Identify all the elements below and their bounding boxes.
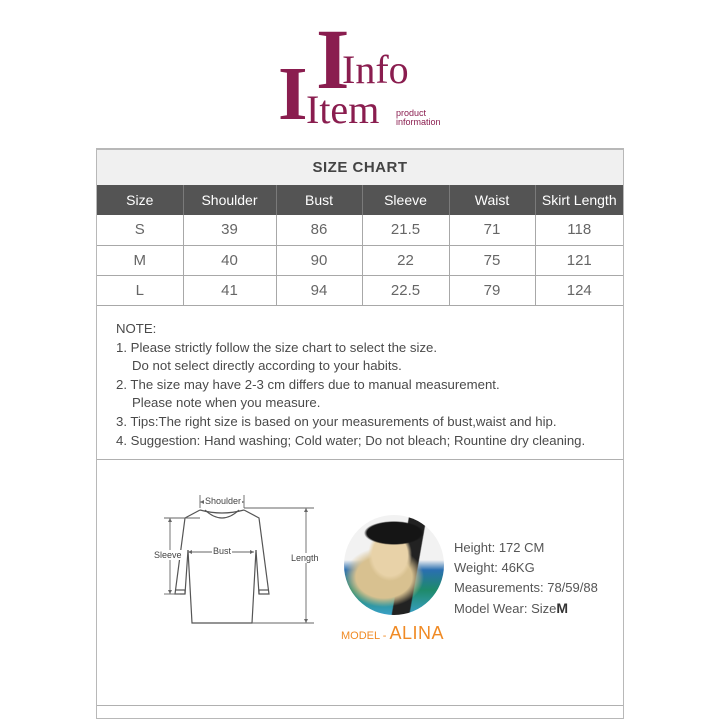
table-cell: 75 <box>449 245 535 275</box>
logo-item-text: Item <box>306 87 380 132</box>
table-cell: L <box>97 275 183 305</box>
weight-label: Weight: <box>454 560 498 575</box>
table-cell: 40 <box>183 245 276 275</box>
logo-letter-i: I <box>316 11 350 107</box>
table-cell: 22 <box>362 245 449 275</box>
measurements-value: 78/59/88 <box>547 580 598 595</box>
wear-label: Model Wear: <box>454 601 528 616</box>
logo-subtitle <box>396 109 441 127</box>
model-weight <box>454 558 598 578</box>
column-header-waist: Waist <box>449 185 535 215</box>
dress-outline-icon <box>142 490 332 670</box>
model-stats <box>454 538 598 619</box>
length-label: Length <box>291 553 319 563</box>
size-chart-title: SIZE CHART <box>97 150 623 185</box>
wear-size-prefix: Size <box>531 601 557 616</box>
table-cell: 124 <box>535 275 623 305</box>
wear-size-value: M <box>556 600 569 616</box>
section-divider <box>97 705 623 706</box>
height-label: Height: <box>454 540 496 555</box>
table-row <box>97 275 623 305</box>
model-height <box>454 538 598 558</box>
weight-value: 46KG <box>501 560 535 575</box>
model-name: ALINA <box>389 623 445 643</box>
table-row <box>97 215 623 245</box>
logo-subtitle-line: information <box>396 117 441 127</box>
table-cell: 21.5 <box>362 215 449 245</box>
table-cell: 22.5 <box>362 275 449 305</box>
size-chart-frame <box>96 148 624 719</box>
bust-label: Bust <box>213 546 232 556</box>
column-header-size: Size <box>97 185 183 215</box>
table-cell: S <box>97 215 183 245</box>
size-table <box>97 185 623 306</box>
table-cell: 90 <box>276 245 362 275</box>
column-header-skirt-length: Skirt Length <box>535 185 623 215</box>
note-line: 1. Please strictly follow the size chart to select the size. <box>116 339 438 355</box>
table-cell: 41 <box>183 275 276 305</box>
logo-info-text: Info <box>342 47 409 92</box>
model-prefix: MODEL - <box>341 630 390 642</box>
table-cell: 39 <box>183 215 276 245</box>
model-wear <box>454 598 598 619</box>
info-item-logo <box>278 11 458 136</box>
table-cell: M <box>97 245 183 275</box>
column-header-bust: Bust <box>276 185 362 215</box>
table-cell: 94 <box>276 275 362 305</box>
table-cell: 118 <box>535 215 623 245</box>
shoulder-label: Shoulder <box>205 496 242 506</box>
note-heading: NOTE: <box>116 321 157 336</box>
note-section <box>97 306 623 460</box>
model-name-label <box>341 623 444 644</box>
column-header-sleeve: Sleeve <box>362 185 449 215</box>
note-line: Please note when you measure. <box>132 395 321 411</box>
table-cell: 86 <box>276 215 362 245</box>
measurements-label: Measurements: <box>454 580 544 595</box>
logo-letter-i: I <box>278 52 308 136</box>
garment-measurement-diagram <box>142 490 332 670</box>
note-line: 2. The size may have 2-3 cm differs due to manual measurement. <box>116 376 500 392</box>
note-line: 4. Suggestion: Hand washing; Cold water; Do not bleach; Rountine dry cleaning. <box>116 432 586 448</box>
table-header-row <box>97 185 623 215</box>
logo-subtitle-line: product <box>396 108 427 118</box>
table-cell: 71 <box>449 215 535 245</box>
height-value: 172 CM <box>498 540 545 555</box>
note-line: 3. Tips:The right size is based on your measurements of bust,waist and hip. <box>116 413 557 429</box>
note-line: Do not select directly according to your habits. <box>132 358 402 374</box>
table-cell: 121 <box>535 245 623 275</box>
table-row <box>97 245 623 275</box>
model-photo <box>344 515 444 615</box>
model-measurements <box>454 578 598 598</box>
table-cell: 79 <box>449 275 535 305</box>
sleeve-label: Sleeve <box>154 550 182 560</box>
column-header-shoulder: Shoulder <box>183 185 276 215</box>
